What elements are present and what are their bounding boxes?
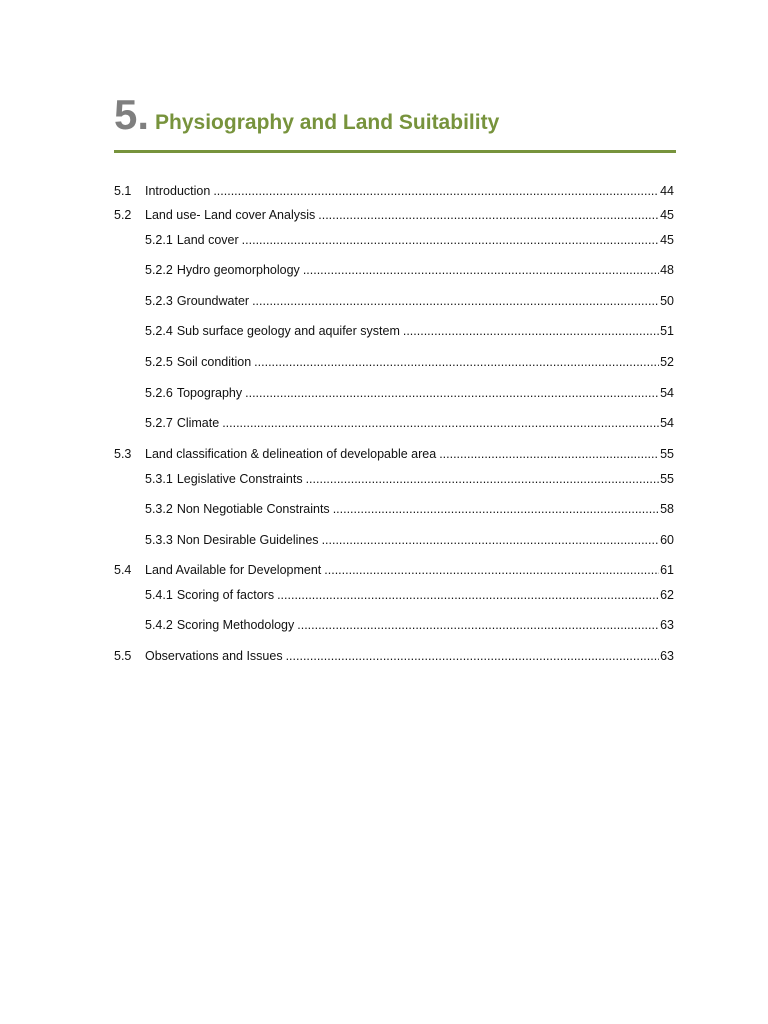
- toc-entry-label: Sub surface geology and aquifer system: [176, 324, 400, 338]
- toc-entry-label: Non Desirable Guidelines: [176, 533, 319, 547]
- toc-entry-number: 5.4: [114, 563, 132, 577]
- toc-entry-label: Land cover: [176, 233, 239, 247]
- toc-entry-label: Scoring Methodology: [176, 618, 295, 632]
- toc-dot-leader: [306, 470, 660, 488]
- toc-entry-page: 52: [660, 355, 674, 369]
- toc-dot-leader: [297, 616, 659, 634]
- toc-entry-5-3-1[interactable]: [145, 470, 674, 488]
- toc-entry-page: 45: [660, 233, 674, 247]
- toc-entry-label: Groundwater: [176, 294, 250, 308]
- toc-entry-page: 63: [660, 649, 674, 663]
- toc-dot-leader: [324, 561, 659, 579]
- toc-entry-5-2-4[interactable]: [145, 322, 674, 340]
- toc-dot-leader: [252, 292, 659, 310]
- toc-dot-leader: [213, 182, 659, 200]
- toc-entry-page: 58: [660, 502, 674, 516]
- toc-entry-number: 5.2: [114, 208, 132, 222]
- chapter-title: Physiography and Land Suitability: [155, 111, 500, 134]
- toc-entry-label: Soil condition: [176, 355, 252, 369]
- toc-entry-label: Topography: [176, 386, 243, 400]
- toc-dot-leader: [286, 647, 660, 665]
- toc-entry-page: 54: [660, 416, 674, 430]
- toc-entry-page: 55: [660, 472, 674, 486]
- chapter-divider: [114, 150, 676, 153]
- toc-entry-number: 5.3.3: [145, 533, 173, 547]
- toc-entry-5-3-2[interactable]: [145, 500, 674, 518]
- toc-entry-5-4-2[interactable]: [145, 616, 674, 634]
- toc-dot-leader: [403, 322, 659, 340]
- toc-entry-label: Land classification & delineation of developable area: [145, 447, 437, 461]
- toc-entry-5-2-1[interactable]: [145, 231, 674, 249]
- toc-dot-leader: [254, 353, 659, 371]
- toc-dot-leader: [322, 531, 660, 549]
- toc-entry-5-2-5[interactable]: [145, 353, 674, 371]
- chapter-heading: [114, 92, 676, 138]
- toc-entry-number: 5.4.2: [145, 618, 173, 632]
- toc-entry-5-2-2[interactable]: [145, 261, 674, 279]
- toc-entry-page: 61: [660, 563, 674, 577]
- toc-dot-leader: [318, 206, 659, 224]
- toc-entry-5-2-3[interactable]: [145, 292, 674, 310]
- toc-dot-leader: [333, 500, 659, 518]
- toc-entry-5-5[interactable]: [114, 647, 674, 665]
- toc-entry-number: 5.3.2: [145, 502, 173, 516]
- toc-entry-number: 5.3.1: [145, 472, 173, 486]
- toc-entry-number: 5.2.1: [145, 233, 173, 247]
- toc-entry-page: 51: [660, 324, 674, 338]
- toc-entry-page: 63: [660, 618, 674, 632]
- toc-entry-label: Climate: [176, 416, 220, 430]
- toc-entry-label: Scoring of factors: [176, 588, 275, 602]
- toc-entry-page: 48: [660, 263, 674, 277]
- toc-entry-number: 5.2.4: [145, 324, 173, 338]
- toc-entry-5-4-1[interactable]: [145, 586, 674, 604]
- toc-entry-number: 5.2.5: [145, 355, 173, 369]
- toc-entry-page: 62: [660, 588, 674, 602]
- toc-entry-page: 44: [660, 184, 674, 198]
- toc-dot-leader: [303, 261, 659, 279]
- toc-entry-number: 5.5: [114, 649, 132, 663]
- toc-entry-5-2-6[interactable]: [145, 384, 674, 402]
- toc-entry-label: Legislative Constraints: [176, 472, 303, 486]
- toc-entry-label: Introduction: [145, 184, 211, 198]
- toc-entry-number: 5.2.6: [145, 386, 173, 400]
- toc-dot-leader: [245, 384, 659, 402]
- toc-dot-leader: [242, 231, 659, 249]
- toc-dot-leader: [439, 445, 659, 463]
- toc-entry-page: 50: [660, 294, 674, 308]
- toc-entry-label: Observations and Issues: [145, 649, 283, 663]
- toc-entry-5-2[interactable]: [114, 206, 674, 224]
- chapter-number: 5.: [114, 91, 150, 138]
- toc-entry-number: 5.2.3: [145, 294, 173, 308]
- toc-entry-label: Land Available for Development: [145, 563, 322, 577]
- toc-entry-number: 5.2.2: [145, 263, 173, 277]
- toc-entry-5-4[interactable]: [114, 561, 674, 579]
- toc-entry-number: 5.2.7: [145, 416, 173, 430]
- toc-entry-page: 60: [660, 533, 674, 547]
- toc-entry-page: 55: [660, 447, 674, 461]
- toc-entry-5-3-3[interactable]: [145, 531, 674, 549]
- toc-entry-label: Land use- Land cover Analysis: [145, 208, 316, 222]
- toc-entry-label: Non Negotiable Constraints: [176, 502, 330, 516]
- toc-entry-number: 5.4.1: [145, 588, 173, 602]
- toc-dot-leader: [277, 586, 659, 604]
- toc-entry-number: 5.3: [114, 447, 132, 461]
- toc-dot-leader: [222, 414, 659, 432]
- toc-entry-5-3[interactable]: [114, 445, 674, 463]
- toc-entry-page: 54: [660, 386, 674, 400]
- toc-entry-5-2-7[interactable]: [145, 414, 674, 432]
- toc-entry-number: 5.1: [114, 184, 132, 198]
- toc-entry-label: Hydro geomorphology: [176, 263, 300, 277]
- toc-entry-5-1[interactable]: [114, 182, 674, 200]
- toc-entry-page: 45: [660, 208, 674, 222]
